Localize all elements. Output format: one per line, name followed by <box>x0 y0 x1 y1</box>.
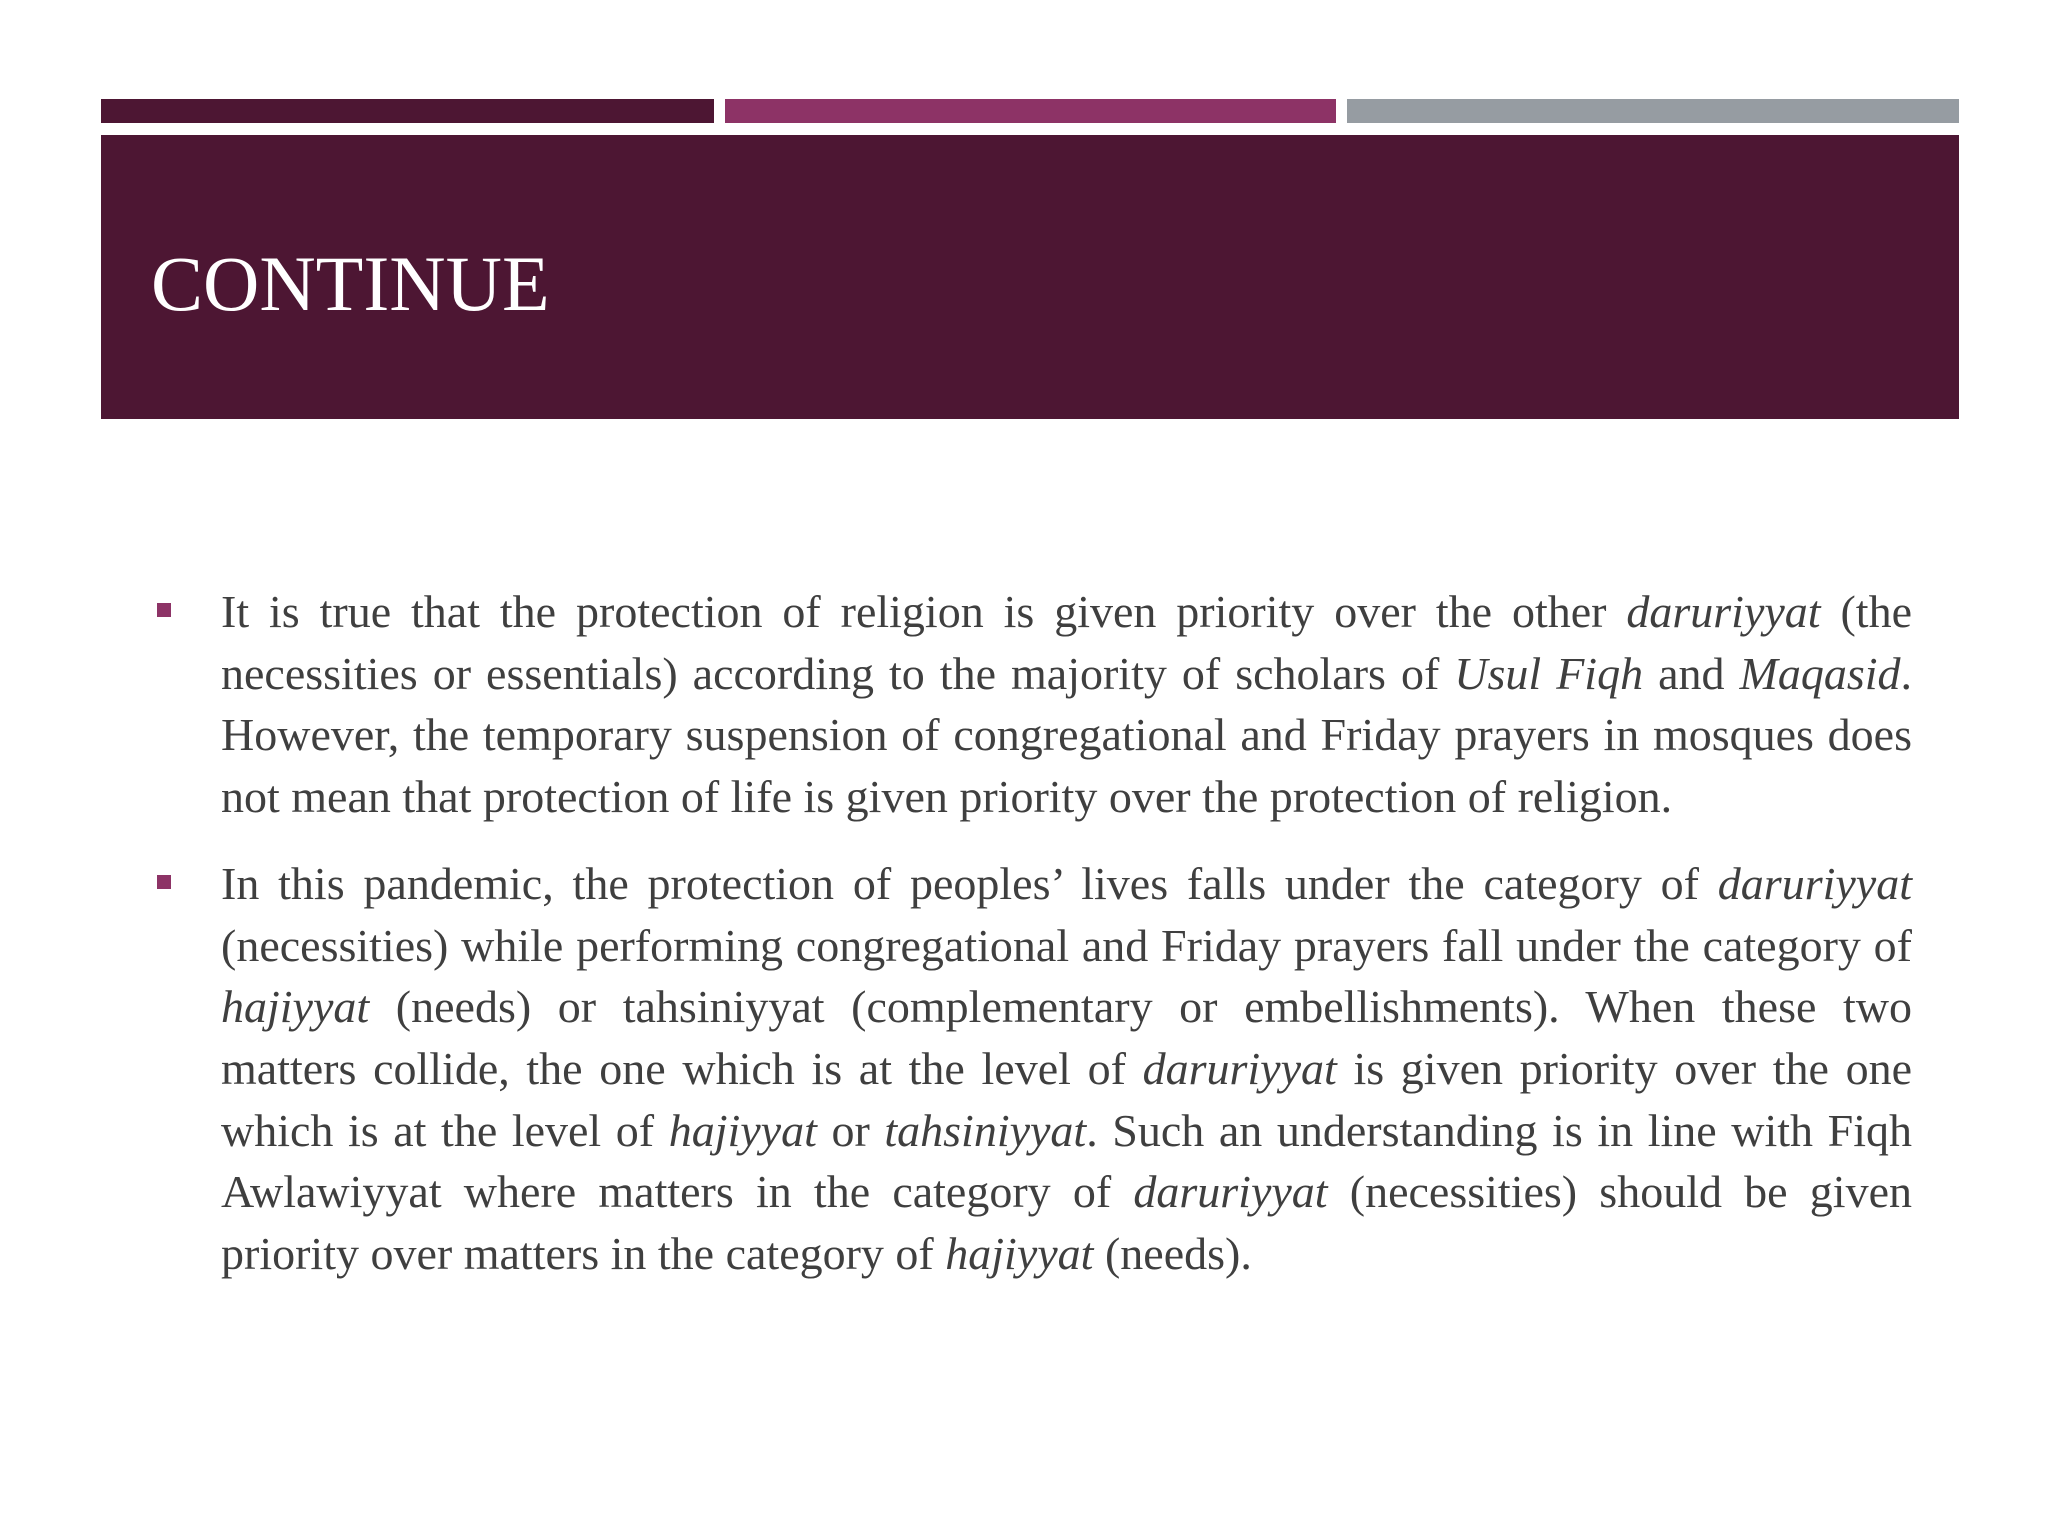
square-bullet-icon <box>157 603 171 617</box>
italic-term: tahsiniyyat <box>884 1104 1087 1156</box>
italic-term: daruriyyat <box>1142 1042 1337 1094</box>
bullet-item <box>157 581 1912 828</box>
accent-bar-dark <box>101 99 714 123</box>
bullet-item <box>157 853 1912 1285</box>
title-band <box>101 135 1959 419</box>
italic-term: Usul Fiqh <box>1454 647 1644 699</box>
slide-title: CONTINUE <box>151 240 550 327</box>
italic-term: daruriyyat <box>1717 857 1912 909</box>
italic-term: Maqasid <box>1739 647 1901 699</box>
italic-term: hajiyyat <box>668 1104 817 1156</box>
italic-term: hajiyyat <box>221 981 370 1033</box>
bullet-list <box>157 581 1912 1310</box>
italic-term: daruriyyat <box>1133 1166 1328 1218</box>
accent-bar-gray <box>1347 99 1959 123</box>
bullet-text: It is true that the protection of religion is given priority over the other daruriyyat (the necessities or essentials) according to the majority of scholars of Usul Fiqh and Maqasid. However, the temporary suspension of congregational and Friday prayers in mosques does not mean that protection of life is given priority over the protection of religion. <box>221 586 1913 823</box>
square-bullet-icon <box>157 875 171 889</box>
bullet-text: In this pandemic, the protection of peoples’ lives falls under the category of daruriyyat (necessities) while performing congregational and Friday prayers fall under the category of hajiyyat (needs) or tahsiniyyat (complementary or embellishments). When these two matters collide, the one which is at the level of daruriyyat is given priority over the one which is at the level of hajiyyat or tahsiniyyat. Such an understanding is in line with Fiqh Awlawiyyat where matters in the category of daruriyyat (necessities) should be given priority over matters in the category of hajiyyat (needs). <box>221 857 1912 1280</box>
italic-term: daruriyyat <box>1626 586 1821 637</box>
italic-term: hajiyyat <box>945 1228 1094 1280</box>
accent-bar-magenta <box>725 99 1336 123</box>
